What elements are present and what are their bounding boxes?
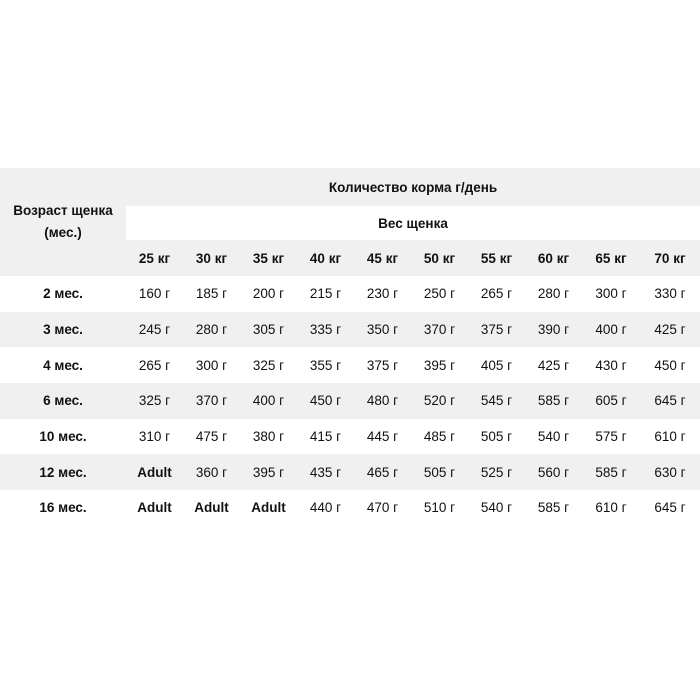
weight-header: Вес щенка [126,206,700,240]
portion-cell: 380 г [240,419,297,455]
portion-cell: 300 г [582,276,640,312]
portion-cell: 370 г [411,312,468,348]
age-cell: 2 мес. [0,276,126,312]
portion-cell: 160 г [126,276,183,312]
portion-cell: 425 г [525,347,582,383]
portion-cell: 610 г [640,419,700,455]
age-header-line2: (мес.) [44,225,82,240]
portion-cell: 435 г [297,454,354,490]
portion-cell: 245 г [126,312,183,348]
portion-cell: 540 г [468,490,525,526]
age-cell: 3 мес. [0,312,126,348]
portion-cell: 355 г [297,347,354,383]
table-row [0,490,700,526]
portion-cell: Adult [126,490,183,526]
portion-cell: 505 г [411,454,468,490]
table-row [0,276,700,312]
weight-column-header: 25 кг [126,240,183,276]
table-row [0,454,700,490]
portion-cell: 370 г [183,383,240,419]
portion-cell: Adult [183,490,240,526]
weight-column-header: 40 кг [297,240,354,276]
portion-cell: 450 г [297,383,354,419]
portion-cell: Adult [126,454,183,490]
portion-cell: 390 г [525,312,582,348]
portion-cell: 265 г [126,347,183,383]
portion-cell: 325 г [240,347,297,383]
portion-cell: 540 г [525,419,582,455]
weight-column-header: 35 кг [240,240,297,276]
portion-cell: 485 г [411,419,468,455]
table-row [0,312,700,348]
age-cell: 4 мес. [0,347,126,383]
quantity-header: Количество корма г/день [126,168,700,206]
weight-column-header: 30 кг [183,240,240,276]
portion-cell: 610 г [582,490,640,526]
portion-cell: 470 г [354,490,411,526]
portion-cell: 280 г [183,312,240,348]
portion-cell: 200 г [240,276,297,312]
portion-cell: 325 г [126,383,183,419]
table-row [0,419,700,455]
portion-cell: 585 г [525,490,582,526]
portion-cell: 585 г [525,383,582,419]
portion-cell: 645 г [640,383,700,419]
portion-cell: 375 г [354,347,411,383]
age-header-line1: Возраст щенка [13,203,113,218]
weight-column-header: 60 кг [525,240,582,276]
portion-cell: 430 г [582,347,640,383]
age-column-header [0,168,126,276]
portion-cell: 475 г [183,419,240,455]
portion-cell: 575 г [582,419,640,455]
portion-cell: 405 г [468,347,525,383]
table-body [0,276,700,526]
portion-cell: 330 г [640,276,700,312]
portion-cell: 480 г [354,383,411,419]
portion-cell: 505 г [468,419,525,455]
portion-cell: 450 г [640,347,700,383]
portion-cell: 265 г [468,276,525,312]
portion-cell: 425 г [640,312,700,348]
portion-cell: 360 г [183,454,240,490]
age-cell: 12 мес. [0,454,126,490]
table-row [0,383,700,419]
portion-cell: 545 г [468,383,525,419]
portion-cell: 250 г [411,276,468,312]
portion-cell: 215 г [297,276,354,312]
portion-cell: 400 г [240,383,297,419]
portion-cell: 280 г [525,276,582,312]
weight-column-header: 55 кг [468,240,525,276]
portion-cell: 520 г [411,383,468,419]
age-cell: 16 мес. [0,490,126,526]
age-cell: 10 мес. [0,419,126,455]
portion-cell: 415 г [297,419,354,455]
portion-cell: 185 г [183,276,240,312]
age-cell: 6 мес. [0,383,126,419]
feeding-table [0,168,700,526]
portion-cell: 395 г [411,347,468,383]
portion-cell: 525 г [468,454,525,490]
portion-cell: 350 г [354,312,411,348]
portion-cell: 300 г [183,347,240,383]
portion-cell: 400 г [582,312,640,348]
portion-cell: 230 г [354,276,411,312]
portion-cell: 305 г [240,312,297,348]
portion-cell: 395 г [240,454,297,490]
portion-cell: 630 г [640,454,700,490]
portion-cell: 465 г [354,454,411,490]
weight-column-header: 65 кг [582,240,640,276]
table-row [0,347,700,383]
portion-cell: 585 г [582,454,640,490]
portion-cell: 440 г [297,490,354,526]
portion-cell: 375 г [468,312,525,348]
portion-cell: 605 г [582,383,640,419]
portion-cell: 310 г [126,419,183,455]
weight-column-header: 50 кг [411,240,468,276]
portion-cell: 510 г [411,490,468,526]
portion-cell: 335 г [297,312,354,348]
weight-column-header: 45 кг [354,240,411,276]
portion-cell: Adult [240,490,297,526]
weight-column-header: 70 кг [640,240,700,276]
portion-cell: 560 г [525,454,582,490]
portion-cell: 645 г [640,490,700,526]
portion-cell: 445 г [354,419,411,455]
